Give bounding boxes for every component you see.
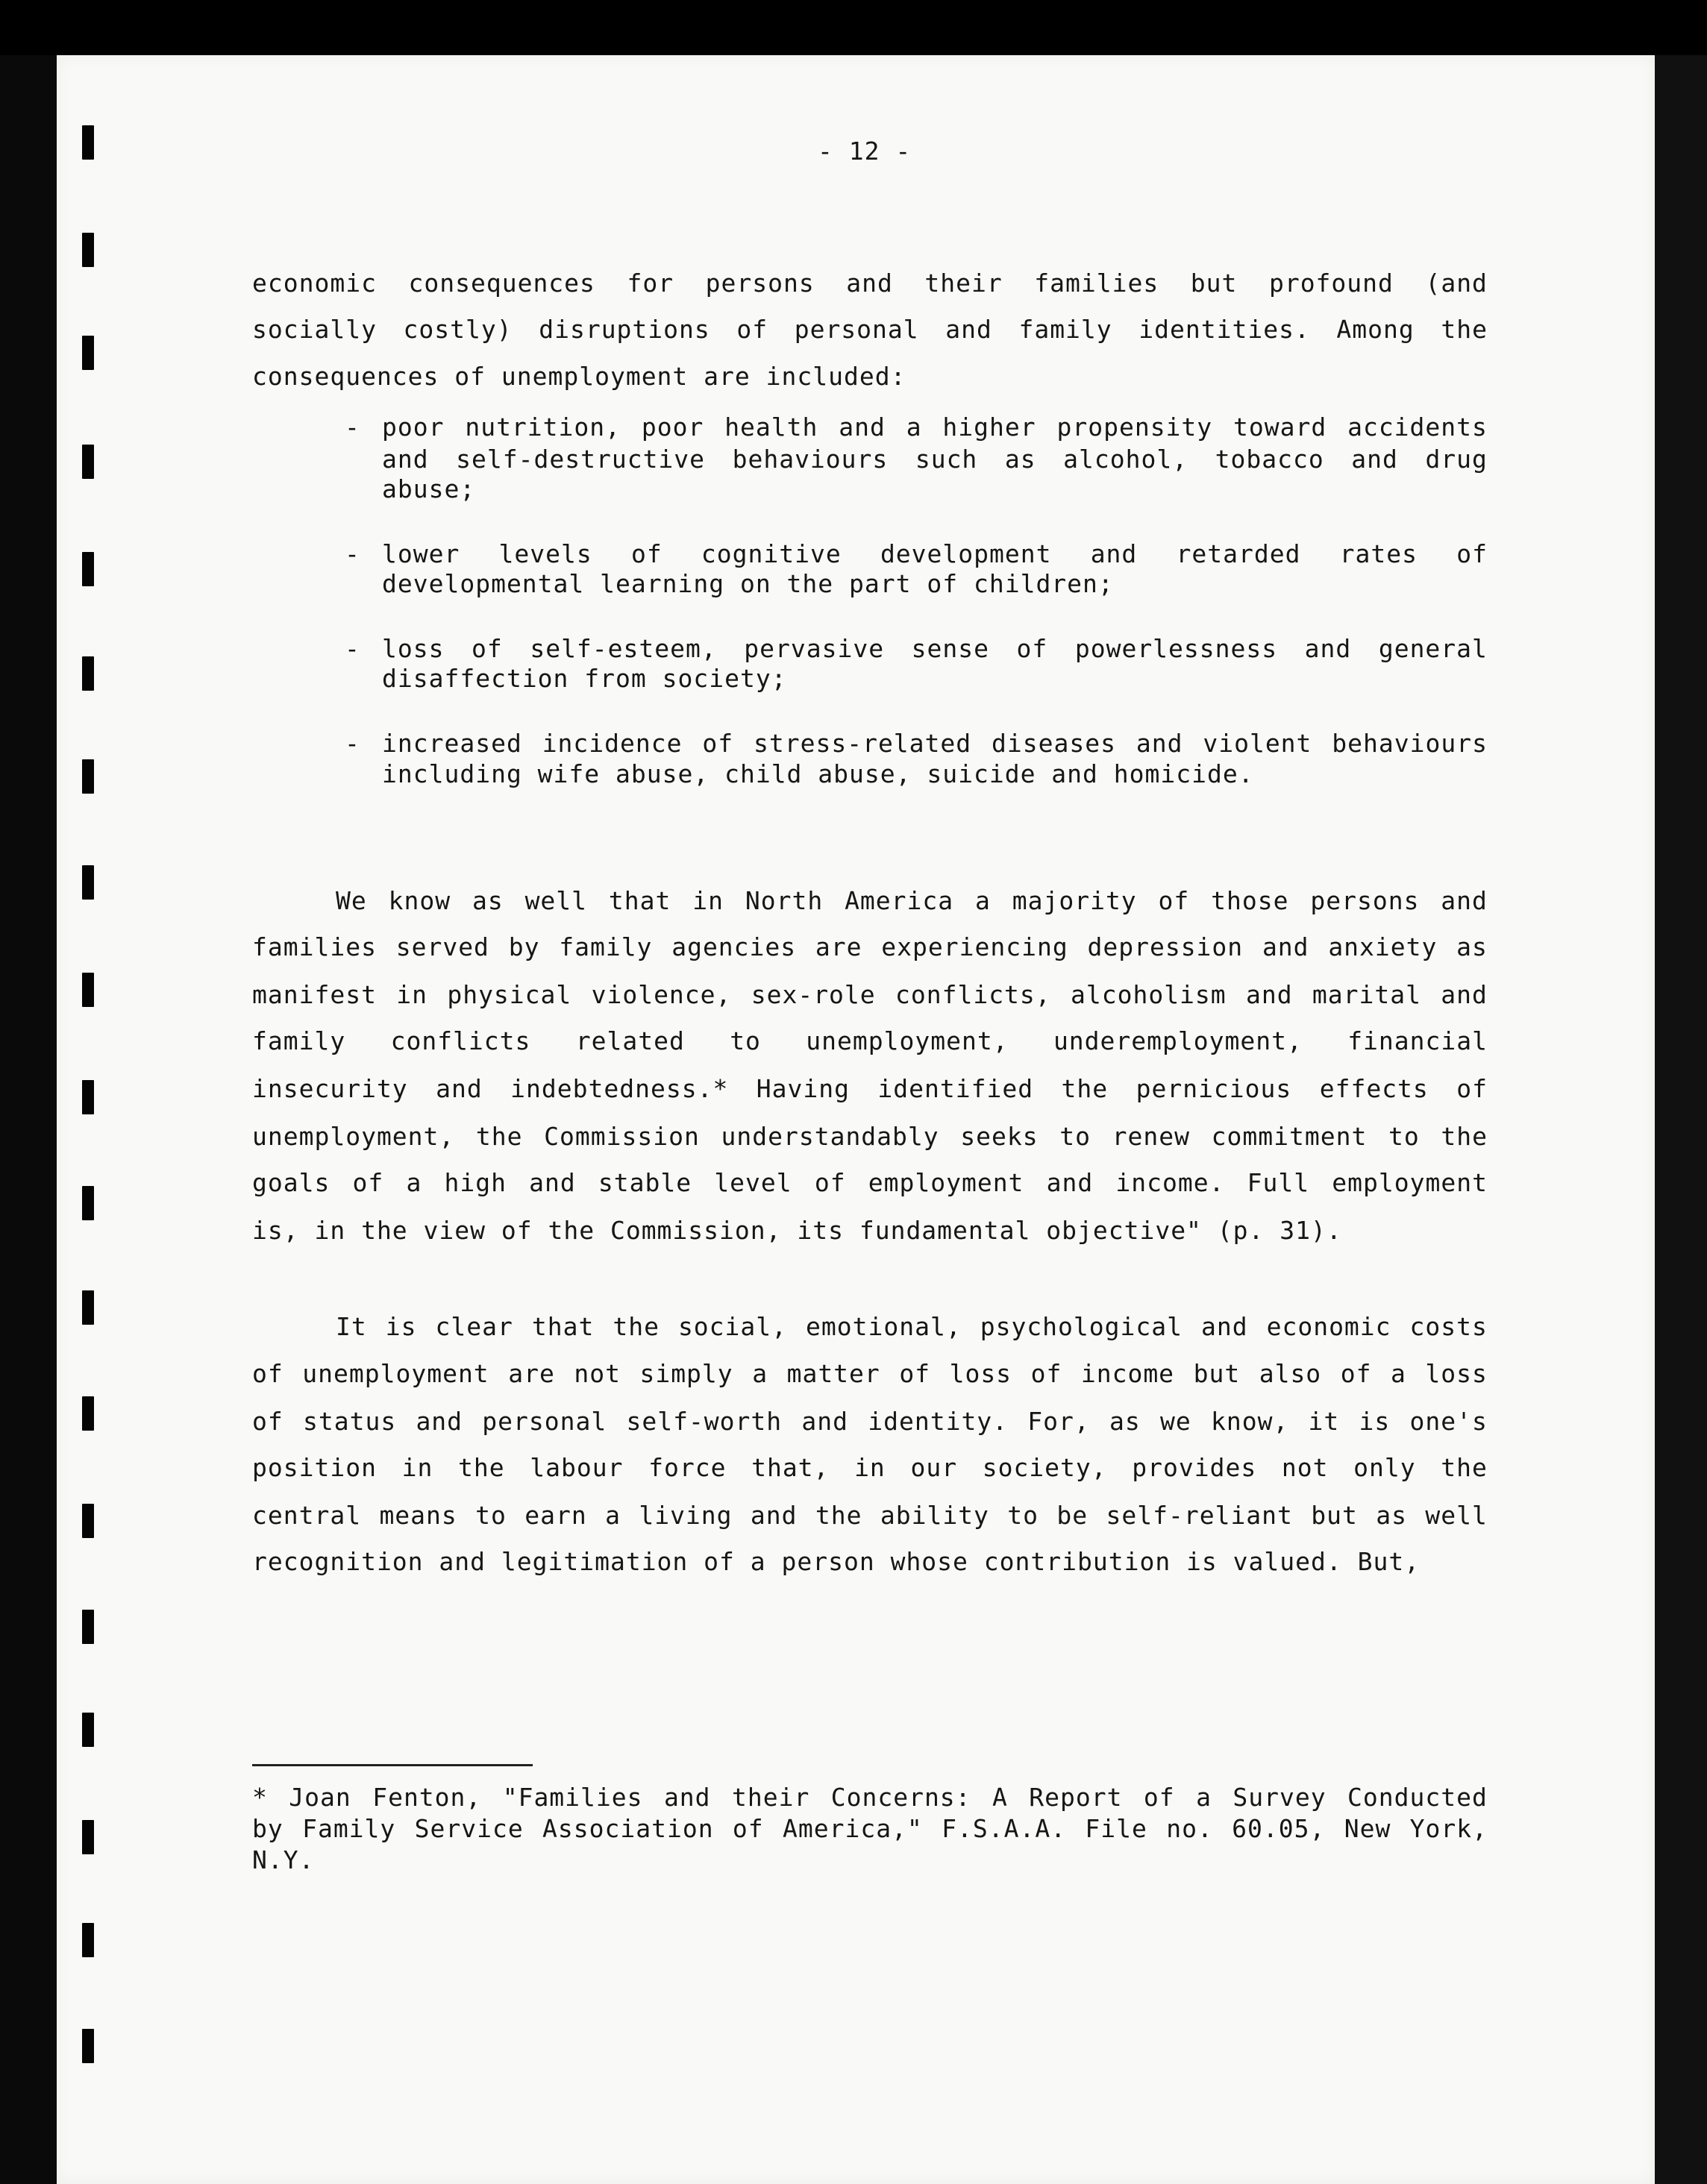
page-number: - 12 - [818, 136, 912, 166]
footnote-line [252, 1783, 1488, 1812]
line-text: of unemployment are not simply a matter of loss of income but also of a loss [252, 1359, 1488, 1388]
line-text: of status and personal self-worth and identity. For, as we know, it is one's [252, 1407, 1488, 1436]
bullet-line [382, 729, 1488, 758]
paragraph-line [336, 1312, 1488, 1341]
binder-mark [82, 1290, 94, 1325]
line-text: It is clear that the social, emotional, psychological and economic costs [336, 1312, 1488, 1341]
line-text: central means to earn a living and the ability to be self-reliant but as well [252, 1501, 1488, 1530]
line-text: family conflicts related to unemployment, underemployment, financial [252, 1026, 1488, 1055]
paragraph-line [252, 1026, 1488, 1055]
binder-mark [82, 1923, 94, 1957]
bullet-line [382, 539, 1488, 568]
binder-mark [82, 445, 94, 479]
binder-mark [82, 1396, 94, 1431]
paragraph-line [252, 1074, 1488, 1103]
binder-mark [82, 1080, 94, 1114]
footnote-line [252, 1814, 1488, 1843]
line-text: disaffection from society; [382, 664, 787, 693]
line-text: poor nutrition, poor health and a higher propensity toward accidents [382, 412, 1488, 442]
line-text: goals of a high and stable level of employment and income. Full employment [252, 1168, 1488, 1197]
binder-mark [82, 759, 94, 794]
paragraph-line [252, 1453, 1488, 1482]
binder-mark [82, 336, 94, 370]
binder-mark [82, 1820, 94, 1854]
binder-mark [82, 865, 94, 900]
paragraph-line [252, 315, 1488, 344]
paragraph-line [252, 362, 1488, 391]
bullet-dash: - [345, 634, 360, 663]
bullet-dash: - [345, 729, 360, 758]
paragraph-line [252, 1216, 1488, 1245]
line-text: families served by family agencies are experiencing depression and anxiety as [252, 932, 1488, 961]
binder-mark [82, 1610, 94, 1644]
bullet-line [382, 634, 1488, 663]
bullet-line [382, 474, 1488, 503]
bullet-dash: - [345, 539, 360, 568]
line-text: unemployment, the Commission understandably seeks to renew commitment to the [252, 1122, 1488, 1151]
scan-right-border [1655, 55, 1707, 2184]
bullet-line [382, 664, 1488, 693]
line-text: is, in the view of the Commission, its fundamental objective" (p. 31). [252, 1216, 1342, 1245]
line-text: consequences of unemployment are included: [252, 362, 906, 391]
line-text: developmental learning on the part of children; [382, 569, 1114, 598]
line-text: socially costly) disruptions of personal and family identities. Among the [252, 315, 1488, 344]
bullet-line [382, 412, 1488, 442]
line-text: insecurity and indebtedness.* Having identified the pernicious effects of [252, 1074, 1488, 1103]
bullet-line [382, 759, 1488, 788]
binder-mark [82, 233, 94, 267]
paragraph-line [336, 886, 1488, 915]
bullet-line [382, 569, 1488, 598]
paragraph-line [252, 932, 1488, 961]
binder-mark [82, 1504, 94, 1538]
bullet-dash: - [345, 412, 360, 442]
line-text: N.Y. [252, 1845, 315, 1874]
line-text: loss of self-esteem, pervasive sense of powerlessness and general [382, 634, 1488, 663]
paragraph-line [252, 1168, 1488, 1197]
footnote-rule [252, 1764, 533, 1766]
paragraph-line [252, 980, 1488, 1009]
line-text: * Joan Fenton, "Families and their Concerns: A Report of a Survey Conducted [252, 1783, 1488, 1812]
footnote-line [252, 1845, 1488, 1874]
binder-mark [82, 1713, 94, 1747]
paragraph-line [252, 1547, 1488, 1576]
line-text: abuse; [382, 474, 476, 503]
paragraph-line [252, 269, 1488, 298]
line-text: lower levels of cognitive development and retarded rates of [382, 539, 1488, 568]
line-text: including wife abuse, child abuse, suicide and homicide. [382, 759, 1254, 788]
line-text: economic consequences for persons and their families but profound (and [252, 269, 1488, 298]
line-text: manifest in physical violence, sex-role conflicts, alcoholism and marital and [252, 980, 1488, 1009]
paragraph-line [252, 1501, 1488, 1530]
binder-mark [82, 1186, 94, 1220]
paragraph-line [252, 1359, 1488, 1388]
paragraph-line [252, 1407, 1488, 1436]
line-text: position in the labour force that, in our society, provides not only the [252, 1453, 1488, 1482]
scan-top-border [0, 0, 1707, 55]
binder-mark [82, 125, 94, 160]
scan-left-border [0, 55, 57, 2184]
line-text: by Family Service Association of America," F.S.A.A. File no. 60.05, New York, [252, 1814, 1488, 1843]
binder-mark [82, 973, 94, 1007]
binder-mark [82, 656, 94, 691]
line-text: We know as well that in North America a majority of those persons and [336, 886, 1488, 915]
line-text: recognition and legitimation of a person whose contribution is valued. But, [252, 1547, 1421, 1576]
binder-mark [82, 552, 94, 586]
line-text: and self-destructive behaviours such as alcohol, tobacco and drug [382, 445, 1488, 474]
paragraph-line [252, 1122, 1488, 1151]
line-text: increased incidence of stress-related diseases and violent behaviours [382, 729, 1488, 758]
bullet-line [382, 445, 1488, 474]
binder-mark [82, 2029, 94, 2063]
